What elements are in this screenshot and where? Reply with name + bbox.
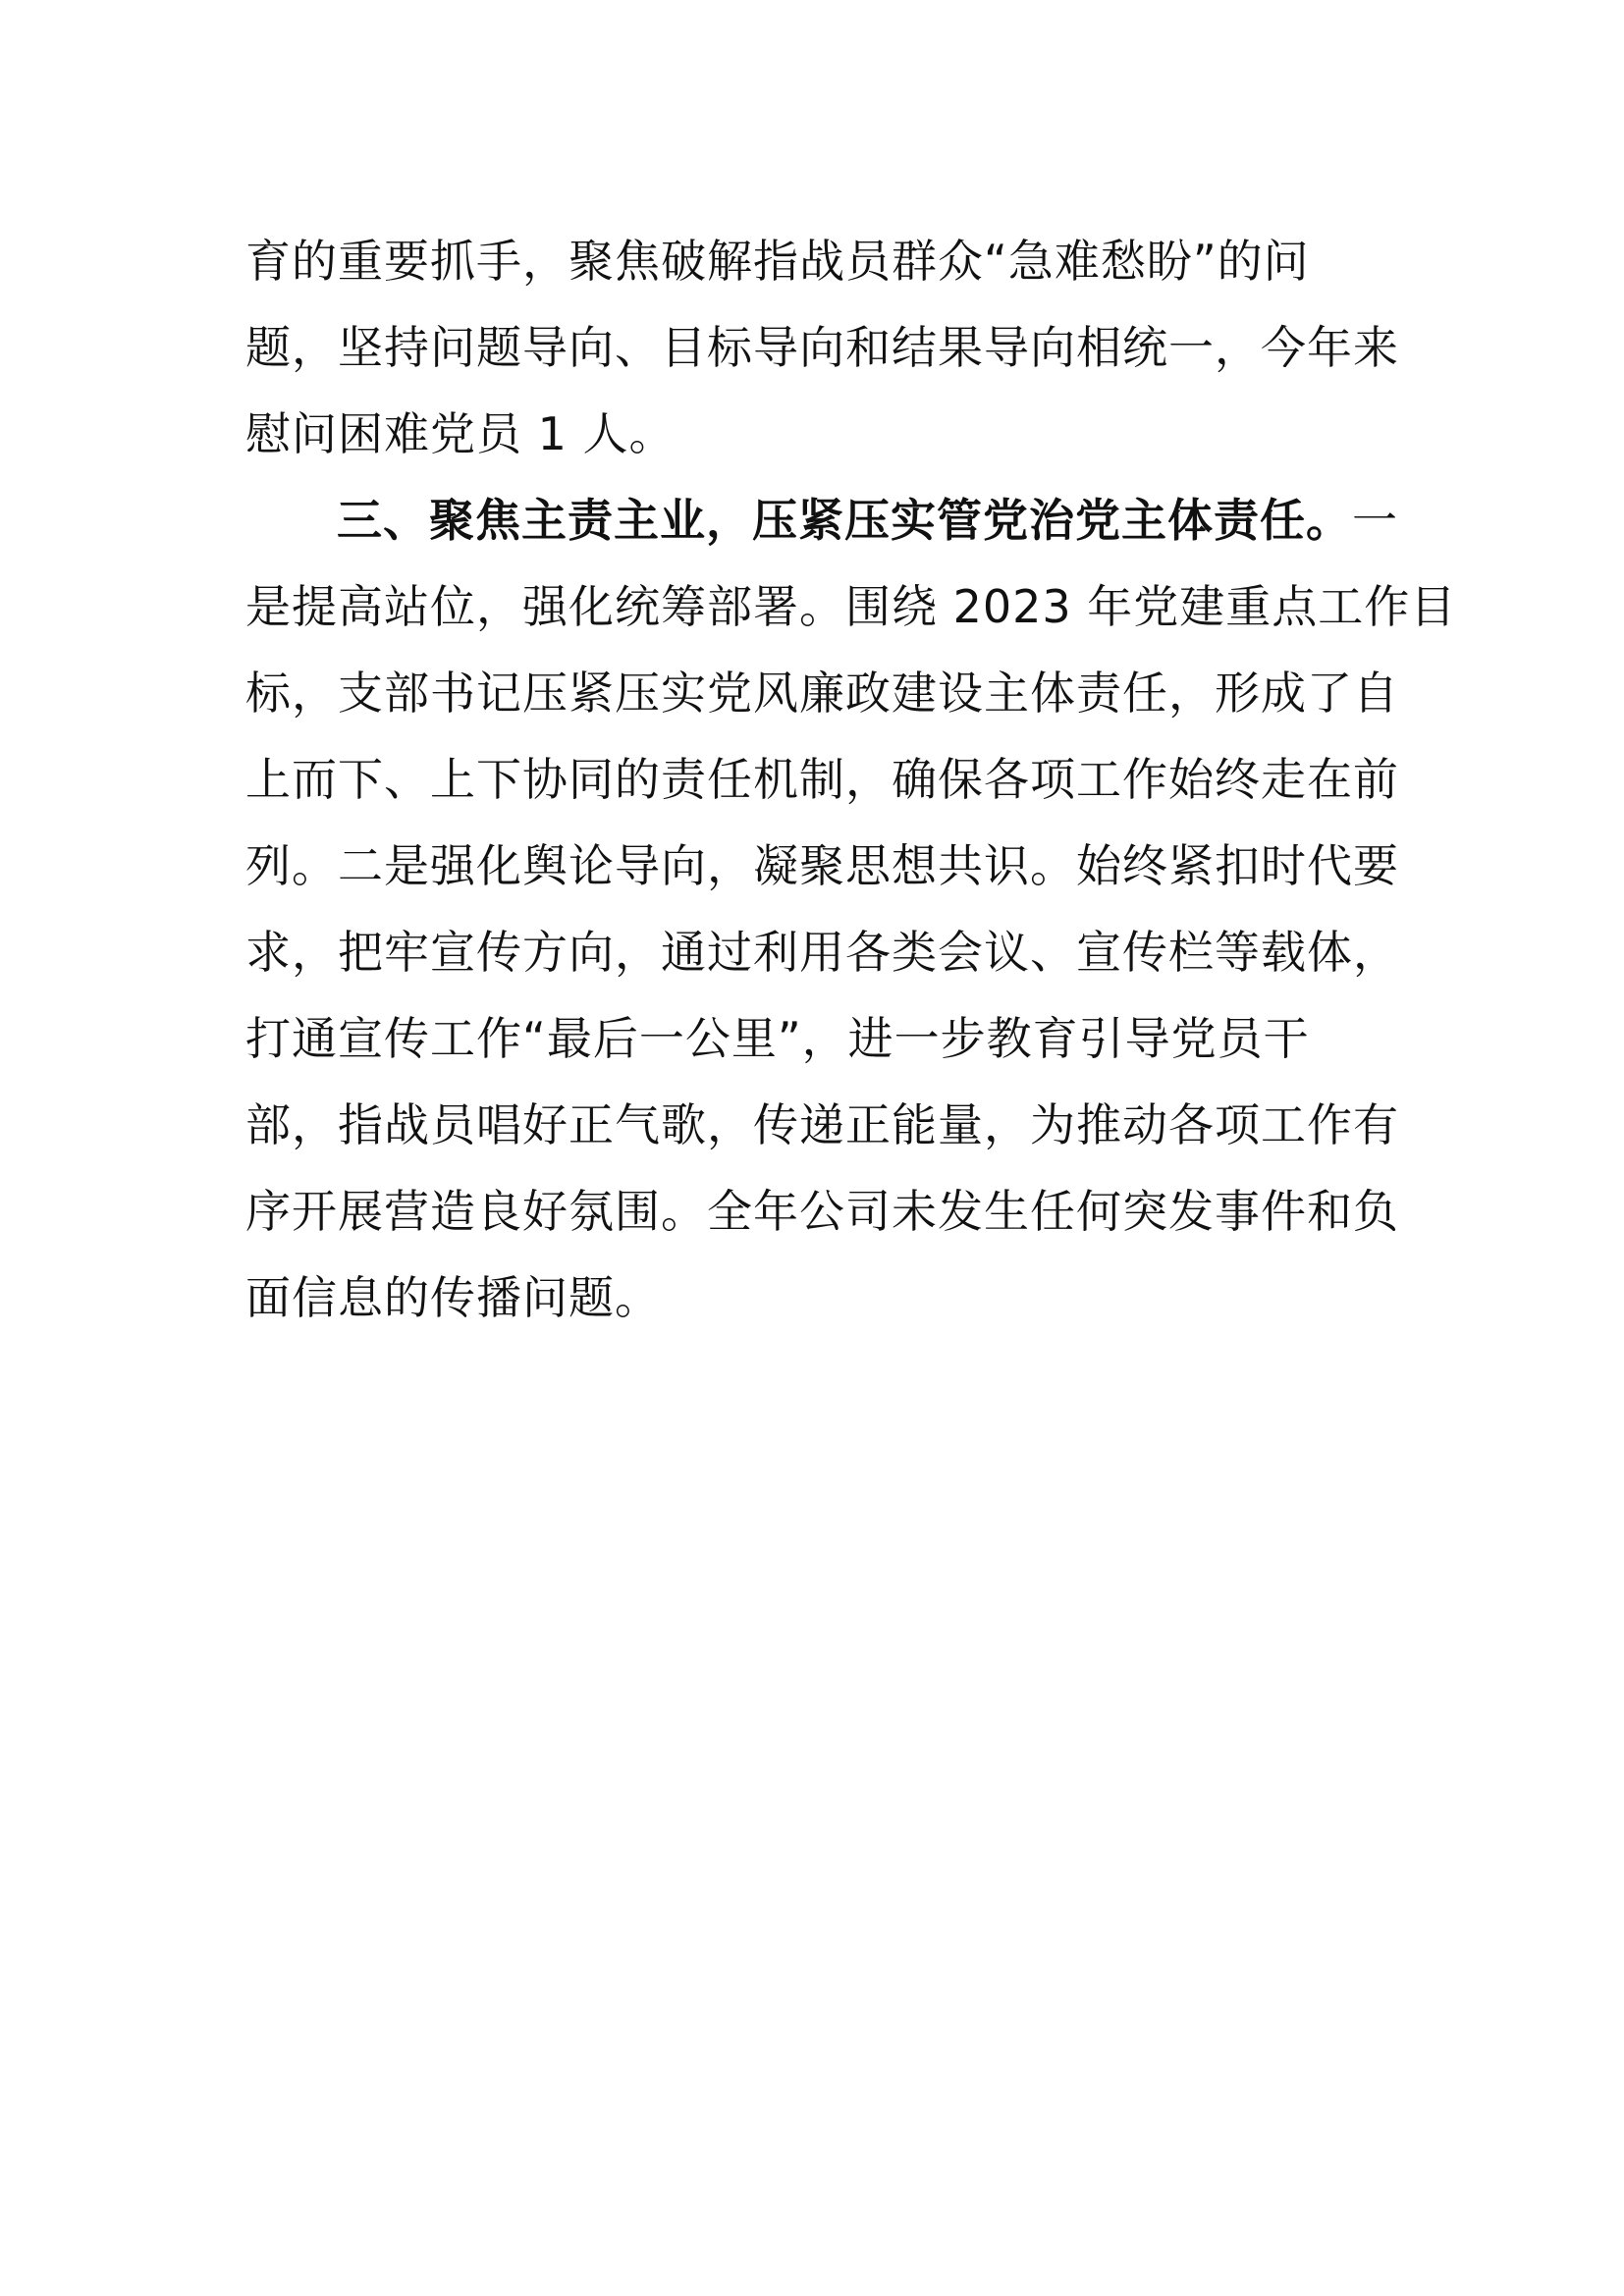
- text-line: 是提高站位，强化统筹部署。围绕 2023 年党建重点工作目: [245, 580, 1457, 633]
- text-line: 上而下、上下协同的责任机制，确保各项工作始终走在前: [245, 753, 1399, 806]
- text-line: 部，指战员唱好正气歌，传递正能量，为推动各项工作有: [245, 1098, 1399, 1151]
- text-fragment: 一: [1352, 494, 1398, 547]
- paragraph-2: [245, 477, 1457, 1341]
- text-line: 慰问困难党员 1 人。: [245, 407, 676, 460]
- paragraph-1: [245, 218, 1399, 477]
- text-line: 面信息的传播问题。: [245, 1271, 661, 1324]
- text-line: 列。二是强化舆论导向，凝聚思想共识。始终紧扣时代要: [245, 839, 1399, 892]
- text-line: 题，坚持问题导向、目标导向和结果导向相统一，今年来: [245, 321, 1399, 374]
- section-heading: 三、聚焦主责主业，压紧压实管党治党主体责任。: [337, 494, 1352, 547]
- document-body: [245, 218, 1457, 1341]
- text-line: 序开展营造良好氛围。全年公司未发生任何突发事件和负: [245, 1185, 1399, 1238]
- text-line: 标，支部书记压紧压实党风廉政建设主体责任，形成了自: [245, 667, 1399, 720]
- text-line: 求，把牢宣传方向，通过利用各类会议、宣传栏等载体，: [245, 926, 1399, 979]
- text-line: [245, 477, 1398, 563]
- text-line: 打通宣传工作“最后一公里”，进一步教育引导党员干: [245, 1012, 1310, 1065]
- text-line: 育的重要抓手，聚焦破解指战员群众“急难愁盼”的问: [245, 235, 1310, 288]
